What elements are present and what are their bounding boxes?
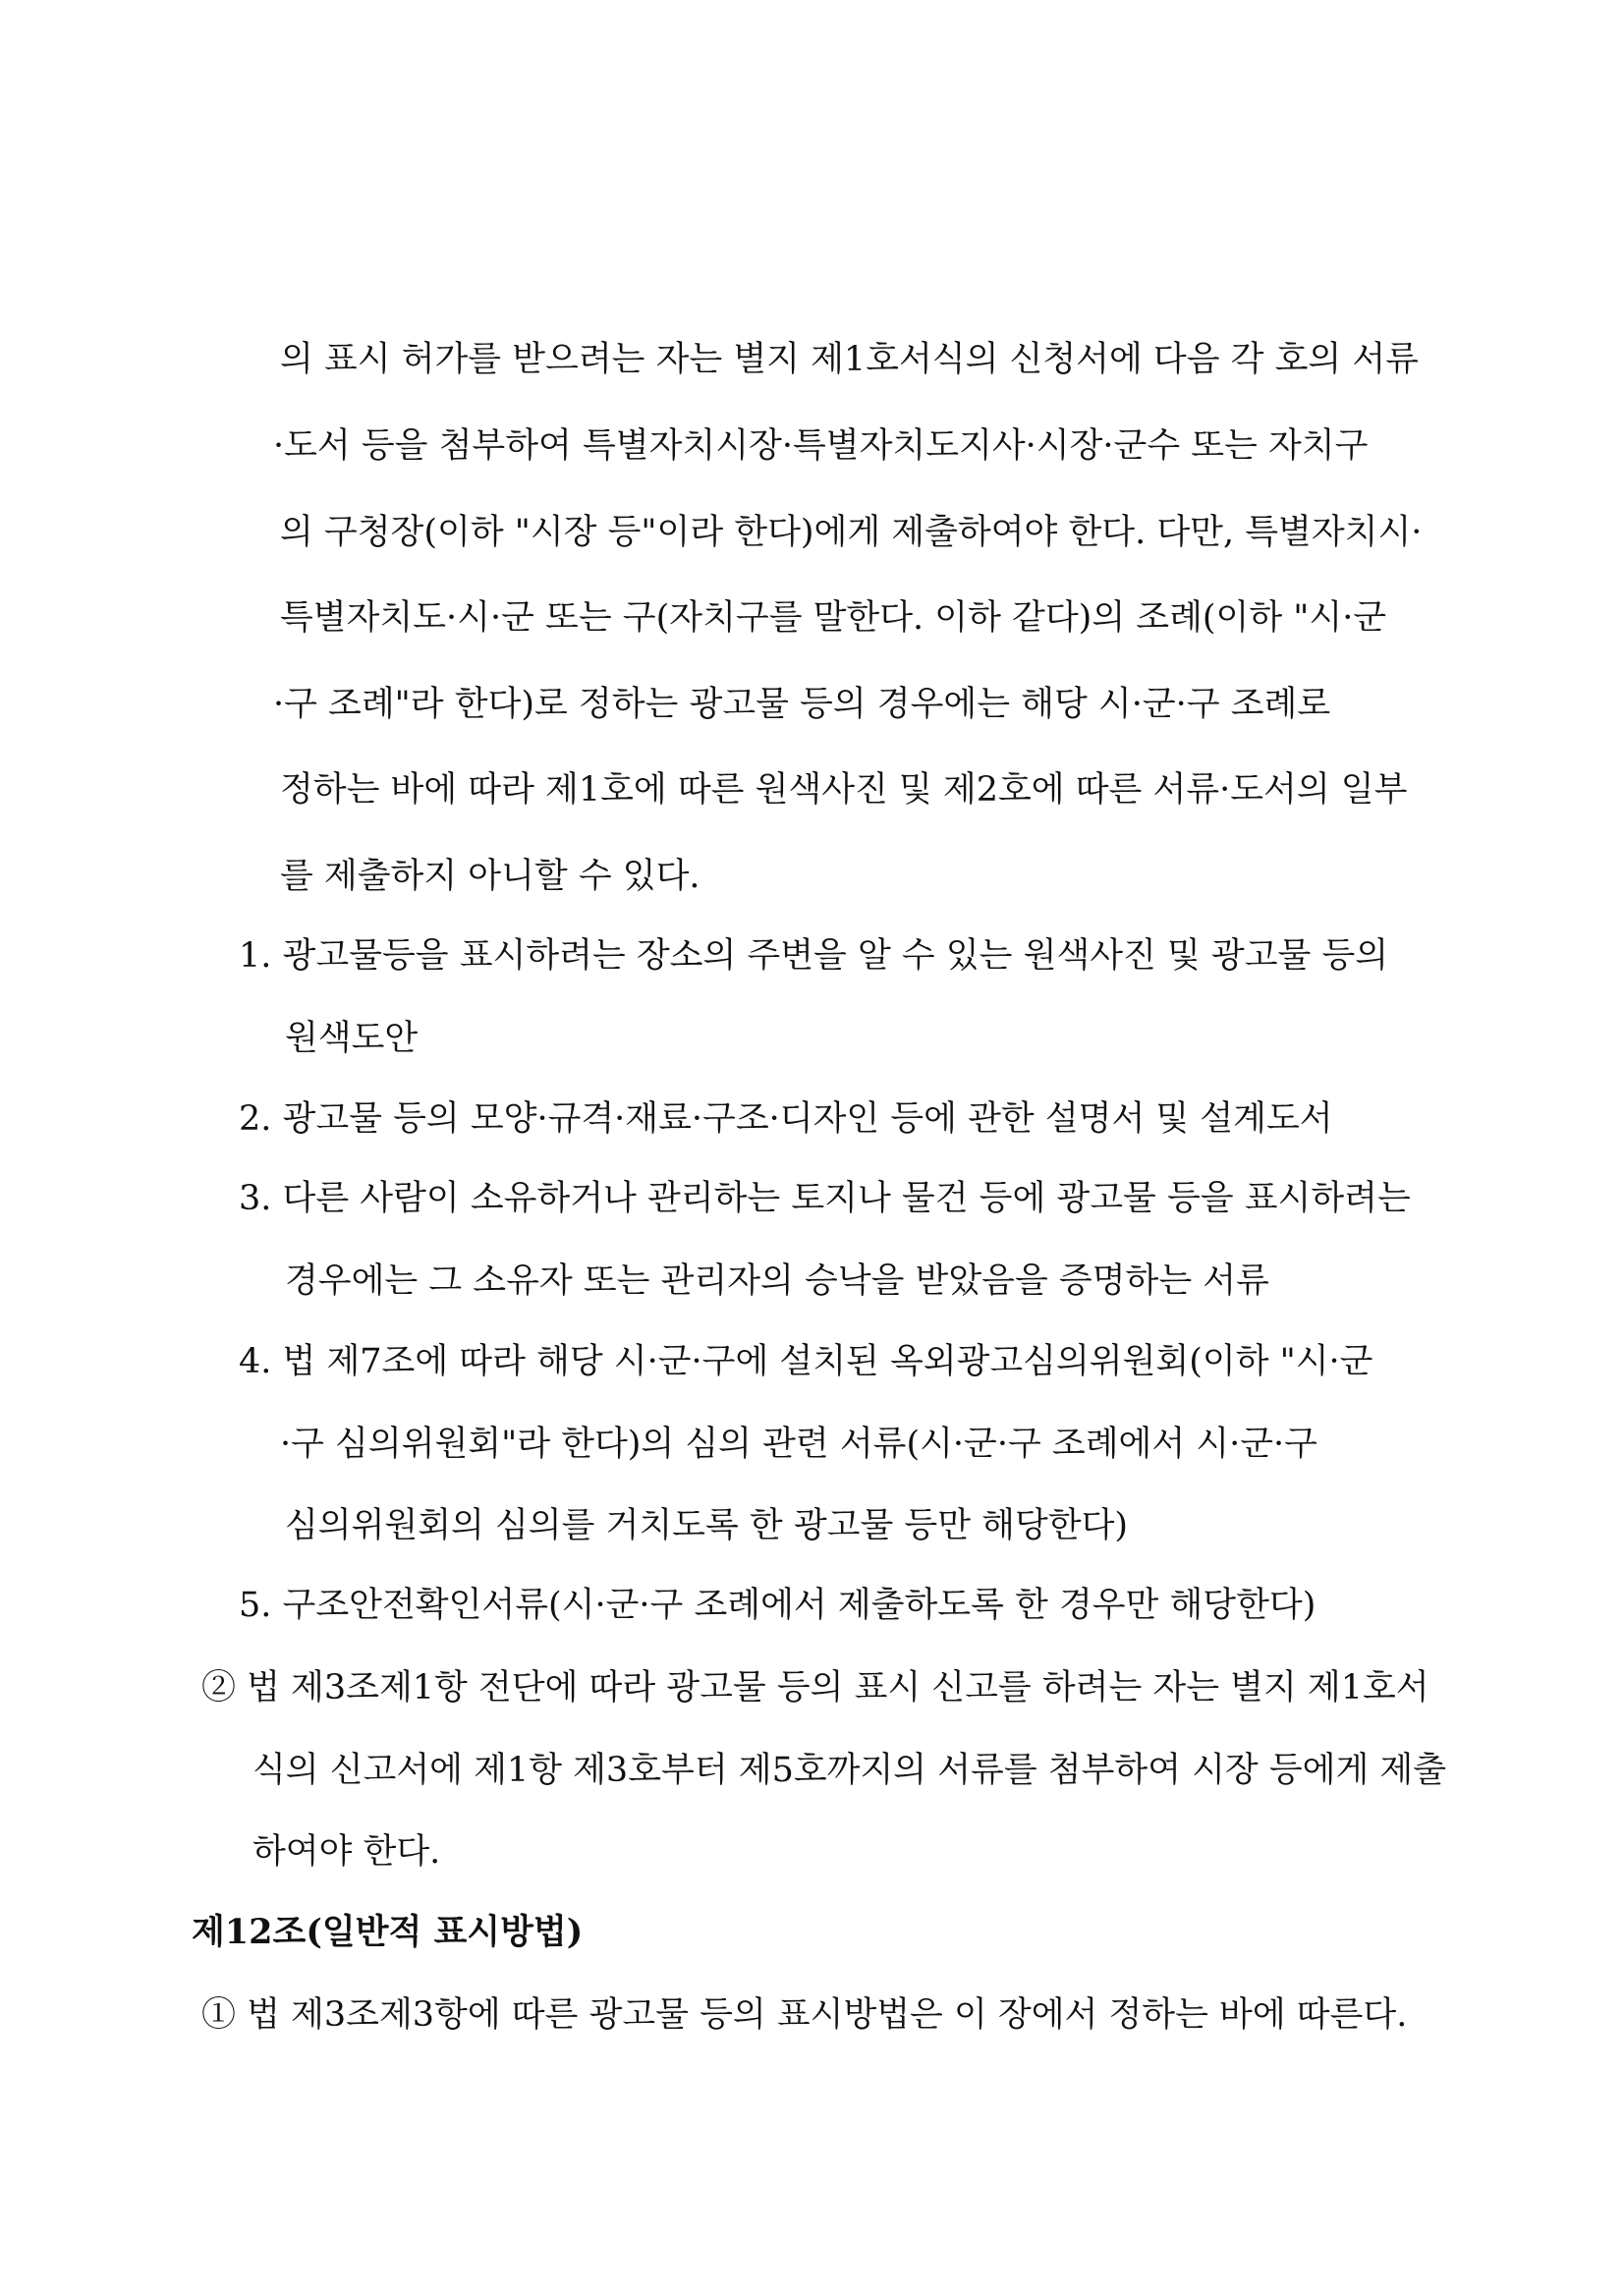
item-4-line-3: 심의위원회의 심의를 거치도록 한 광고물 등만 해당한다) — [285, 1506, 1129, 1545]
paragraph-1-line-6: 정하는 바에 따라 제1호에 따른 원색사진 및 제2호에 따른 서류·도서의 일부 — [280, 770, 1408, 810]
paragraph-1-line-4: 특별자치도·시·군 또는 구(자치구를 말한다. 이하 같다)의 조례(이하 "시·군 — [280, 598, 1387, 638]
item-2-line-1: 2. 광고물 등의 모양·규격·재료·구조·디자인 등에 관한 설명서 및 설계도서 — [239, 1099, 1333, 1139]
item-3-line-1: 3. 다른 사람이 소유하거나 관리하는 토지나 물건 등에 광고물 등을 표시하려는 — [239, 1179, 1411, 1218]
paragraph-1-line-1: 의 표시 허가를 받으려는 자는 별지 제1호서식의 신청서에 다음 각 호의 서류 — [280, 340, 1419, 379]
paragraph-2-line-2: 식의 신고서에 제1항 제3호부터 제5호까지의 서류를 첨부하여 시장 등에게 제출 — [252, 1751, 1447, 1790]
item-1-line-2: 원색도안 — [285, 1019, 419, 1058]
paragraph-1-line-5: ·구 조례"라 한다)로 정하는 광고물 등의 경우에는 해당 시·군·구 조례로 — [273, 685, 1331, 724]
paragraph-1-line-3: 의 구청장(이하 "시장 등"이라 한다)에게 제출하여야 한다. 다만, 특별자치시· — [280, 513, 1423, 552]
item-1-line-1: 1. 광고물등을 표시하려는 장소의 주변을 알 수 있는 원색사진 및 광고물 등의 — [239, 936, 1389, 976]
paragraph-2-line-3: 하여야 한다. — [252, 1832, 441, 1872]
paragraph-1-line-7: 를 제출하지 아니할 수 있다. — [280, 857, 700, 896]
paragraph-1-line-2: ·도서 등을 첨부하여 특별자치시장·특별자치도지사·시장·군수 또는 자치구 — [273, 426, 1369, 466]
item-5-line-1: 5. 구조안전확인서류(시·군·구 조례에서 제출하도록 한 경우만 해당한다) — [239, 1586, 1316, 1625]
article-12-heading: 제12조(일반적 표시방법) — [192, 1912, 584, 1952]
item-3-line-2: 경우에는 그 소유자 또는 관리자의 승낙을 받았음을 증명하는 서류 — [285, 1261, 1269, 1301]
item-4-line-2: ·구 심의위원회"라 한다)의 심의 관련 서류(시·군·구 조례에서 시·군·구 — [280, 1425, 1317, 1464]
article-12-paragraph-1: ① 법 제3조제3항에 따른 광고물 등의 표시방법은 이 장에서 정하는 바에 따른다. — [201, 1995, 1408, 2035]
paragraph-2-line-1: ② 법 제3조제1항 전단에 따라 광고물 등의 표시 신고를 하려는 자는 별지 제1호서 — [201, 1668, 1429, 1708]
item-4-line-1: 4. 법 제7조에 따라 해당 시·군·구에 설치된 옥외광고심의위원회(이하 "시·군 — [239, 1342, 1373, 1381]
